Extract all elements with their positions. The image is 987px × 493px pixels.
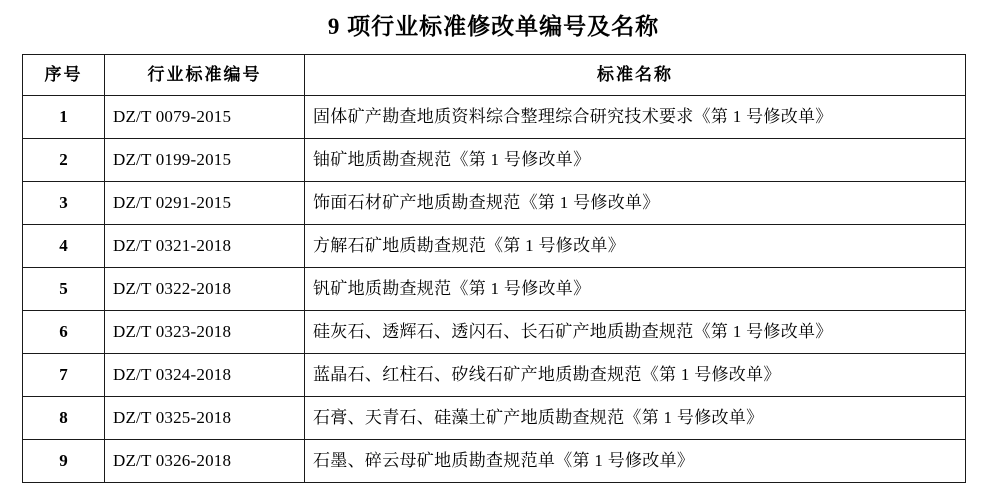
cell-standard-code: DZ/T 0326-2018 [105,439,305,482]
table-row [23,439,966,482]
cell-standard-code: DZ/T 0325-2018 [105,396,305,439]
table-row [23,396,966,439]
column-header-name: 标准名称 [305,54,966,95]
cell-standard-name: 铀矿地质勘查规范《第 1 号修改单》 [305,138,966,181]
table-row [23,138,966,181]
cell-seq: 8 [23,396,105,439]
cell-seq: 1 [23,95,105,138]
cell-standard-name: 石墨、碎云母矿地质勘查规范单《第 1 号修改单》 [305,439,966,482]
cell-standard-code: DZ/T 0291-2015 [105,181,305,224]
cell-standard-code: DZ/T 0323-2018 [105,310,305,353]
cell-standard-code: DZ/T 0199-2015 [105,138,305,181]
table-header-row [23,54,966,95]
cell-seq: 9 [23,439,105,482]
cell-standard-name: 蓝晶石、红柱石、矽线石矿产地质勘查规范《第 1 号修改单》 [305,353,966,396]
table-row [23,95,966,138]
page-title: 9 项行业标准修改单编号及名称 [327,14,660,39]
cell-seq: 2 [23,138,105,181]
cell-seq: 5 [23,267,105,310]
cell-standard-code: DZ/T 0079-2015 [105,95,305,138]
table-row [23,267,966,310]
cell-standard-name: 硅灰石、透辉石、透闪石、长石矿产地质勘查规范《第 1 号修改单》 [305,310,966,353]
cell-standard-code: DZ/T 0322-2018 [105,267,305,310]
cell-standard-name: 石膏、天青石、硅藻土矿产地质勘查规范《第 1 号修改单》 [305,396,966,439]
cell-standard-code: DZ/T 0324-2018 [105,353,305,396]
table-row [23,353,966,396]
cell-standard-name: 固体矿产勘查地质资料综合整理综合研究技术要求《第 1 号修改单》 [305,95,966,138]
column-header-seq: 序号 [23,54,105,95]
standards-table [22,54,966,483]
table-row [23,181,966,224]
cell-standard-name: 饰面石材矿产地质勘查规范《第 1 号修改单》 [305,181,966,224]
cell-standard-code: DZ/T 0321-2018 [105,224,305,267]
cell-standard-name: 方解石矿地质勘查规范《第 1 号修改单》 [305,224,966,267]
table-body [23,95,966,482]
cell-seq: 7 [23,353,105,396]
column-header-code: 行业标准编号 [105,54,305,95]
cell-standard-name: 钒矿地质勘查规范《第 1 号修改单》 [305,267,966,310]
table-row [23,310,966,353]
cell-seq: 3 [23,181,105,224]
cell-seq: 6 [23,310,105,353]
table-row [23,224,966,267]
cell-seq: 4 [23,224,105,267]
